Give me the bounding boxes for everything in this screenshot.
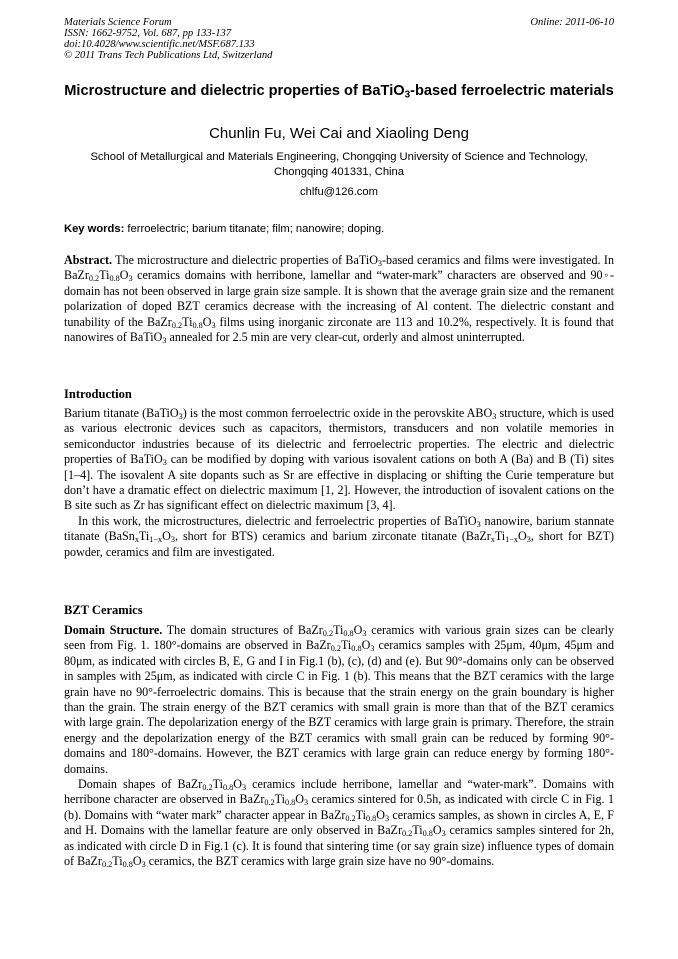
- issn-line: ISSN: 1662-9752, Vol. 687, pp 133-137: [64, 28, 232, 39]
- bzt-paragraph: Domain shapes of $BaZr_{0.2}Ti_{0.8}O_3$ ceramics include herribone, lamellar and “water-mark”. Domains with herribone character are observed in $BaZr_{0.2}Ti_{0.8}O_3$ ceramics sintered for 0.5h, as indicated with circle C in Fig. 1 (b). Domains with “water mark” character appear in $BaZr_{0.2}Ti_{0.8}O_3$ ceramics samples, as shown in circles A, E, F and H. Domains with the lamellar feature are only observed in $BaZr_{0.2}Ti_{0.8}O_3$ ceramics samples sintered for 2h, as indicated with circle D in Fig.1 (c). It is found that sintering time (or say grain size) influence types of domain of $BaZr_{0.2}Ti_{0.8}O_3$ ceramics, the BZT ceramics with large grain size have no 90°-domains.: [64, 777, 614, 870]
- keywords: [64, 222, 614, 236]
- keywords-label: Key words:: [64, 223, 125, 235]
- online-date-text: Online: 2011-06-10: [530, 17, 614, 28]
- introduction-paragraph: In this work, the microstructures, dielectric and ferroelectric properties of BaTiO$_3$ nanowire, barium stannate titanate ($BaSn_xTi_{1-x}O_3$, short for BTS) ceramics and barium zirconate titanate ($BaZr_xTi_{1-x}O_3$, short for BZT) powder, ceramics and film are investigated.: [64, 513, 614, 559]
- introduction-heading: Introduction: [64, 387, 132, 401]
- introduction-paragraph: Barium titanate (BaTiO$_3$) is the most common ferroelectric oxide in the perovskite $ABO_3$ structure, which is used as various electronic devices such as capacitors, thermistors, transducers and non volatile memories in semiconductor industries because of its dielectric and ferroelectric properties. The electric and dielectric properties of BaTiO$_3$ can be modified by doping with various isovalent cations on both A (Ba) and B (Ti) sites [1–4]. The isovalent A site dopants such as Sr are effective in displacing or shifting the Curie temperature but don’t have a dramatic effect on dielectric maximum [1, 2]. However, the introduction of isovalent cations on the B site such as Zr has significant effect on dielectric maximum [3, 4].: [64, 406, 614, 513]
- introduction-body: [64, 406, 614, 560]
- journal-name: Materials Science Forum: [64, 17, 172, 28]
- paper-title: Microstructure and dielectric properties of BaTiO$_3$-based ferroelectric materials: [64, 83, 614, 101]
- online-date: [530, 17, 614, 28]
- bzt-ceramics-body: [64, 623, 614, 870]
- copyright-line: © 2011 Trans Tech Publications Ltd, Switzerland: [64, 50, 273, 61]
- domain-structure-runin: Domain Structure.: [64, 623, 163, 637]
- bzt-paragraph: Domain Structure. The domain structures of $BaZr_{0.2}Ti_{0.8}O_3$ ceramics with various grain sizes can be clearly seen from Fig. 1. 180°-domains are observed in $BaZr_{0.2}Ti_{0.8}O_3$ ceramics samples with 25μm, 40μm, 45μm and 80μm, as indicated with circles B, E, G and I in Fig.1 (b), (c), (d) and (e). But 90°-domains only can be observed in samples with 25μm, as indicated with circle C in Fig. 1 (b). This means that the BZT ceramics with the large grain have no 90°-ferroelectric domains. This is because that the strain energy on the grain boundary is higher than the grain. The strain energy of the BZT ceramics with small grain is more than that of the BZT ceramics with large grain. The depolarization energy of the BZT ceramics with large grain is primary. Therefore, the strain energy and the depolarization energy of the BZT ceramics with small grain can be reduced by forming 90°-domains and 180°-domains. However, the BZT ceramics with large grain can reduce energy by forming 180°-domains.: [64, 623, 615, 776]
- authors: Chunlin Fu, Wei Cai and Xiaoling Deng: [209, 125, 469, 142]
- keywords-text: ferroelectric; barium titanate; film; nanowire; doping.: [124, 223, 385, 235]
- abstract: Abstract. The microstructure and dielectric properties of BaTiO$_3$-based ceramics and films were investigated. In $BaZr_{0.2}Ti_{0.8}O_3$ ceramics domains with herribone, lamellar and “water-mark” characters are observed and 90◦-domain has not been observed in large grain size sample. It is shown that the average grain size and the remanent polarization of doped BZT ceramics decrease with the increasing of Al content. The dielectric constant and tunability of the $BaZr_{0.2}Ti_{0.8}O_3$ films using inorganic zirconate are 113 and 10.2%, respectively. It is found that nanowires of BaTiO$_3$ annealed for 2.5 min are very clear-cut, orderly and almost uninterrupted.: [64, 253, 615, 346]
- abstract-label: Abstract.: [64, 253, 113, 267]
- journal-header: [64, 17, 272, 61]
- author-email[interactable]: chlfu@126.com: [300, 186, 378, 198]
- affiliation: School of Metallurgical and Materials Engineering, Chongqing University of Science and Technology, Chongqing 401331, China: [90, 151, 588, 178]
- bzt-ceramics-heading: BZT Ceramics: [64, 603, 143, 617]
- doi-line: doi:10.4028/www.scientific.net/MSF.687.133: [64, 39, 255, 50]
